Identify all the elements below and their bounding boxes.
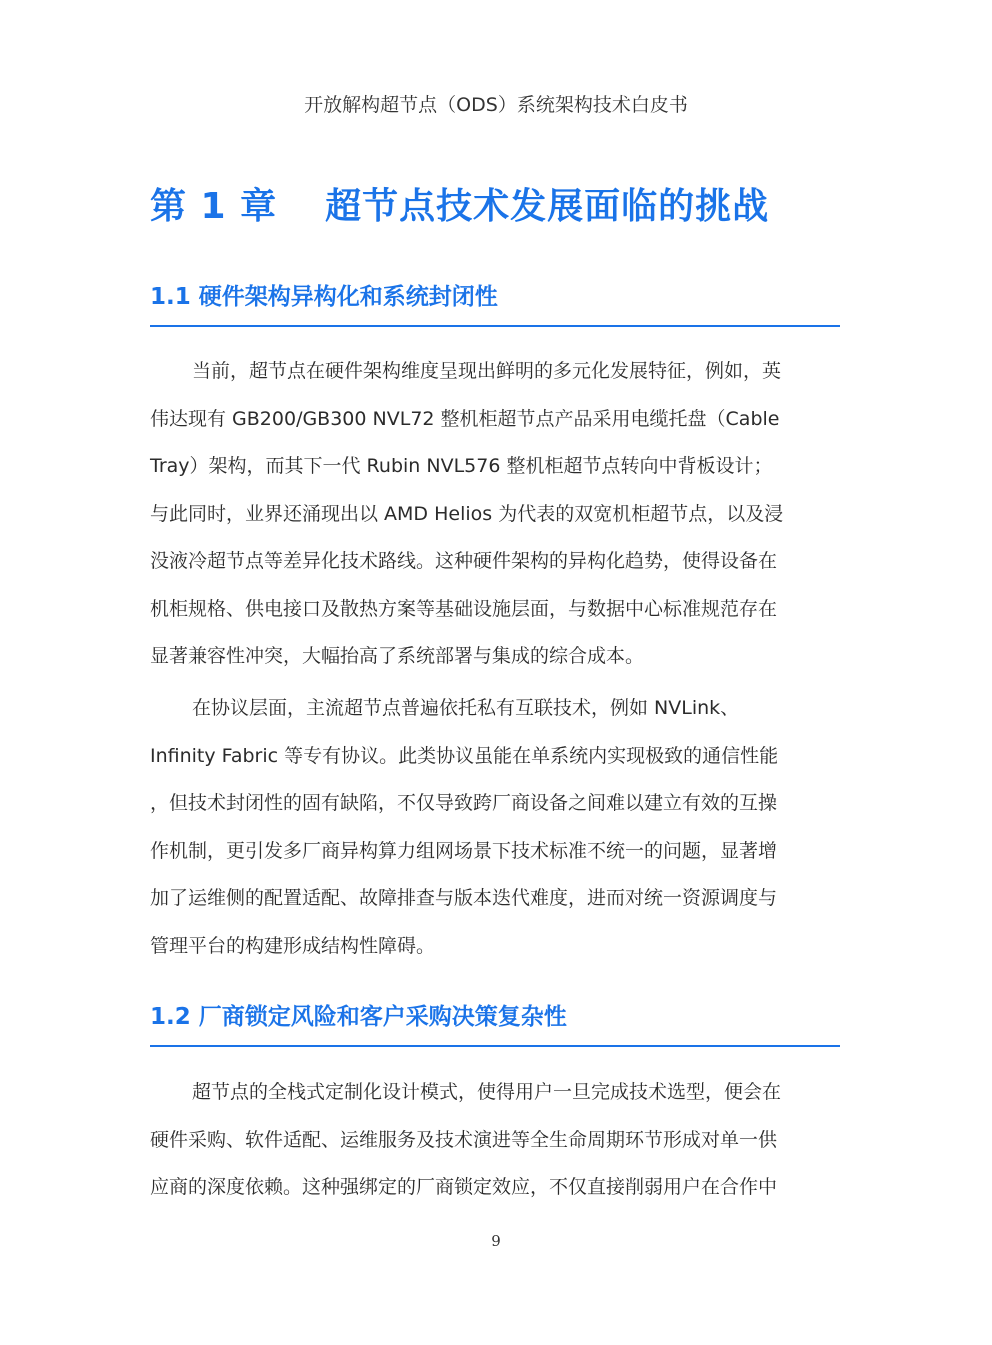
text-line: 加了运维侧的配置适配、故障排查与版本迭代难度，进而对统一资源调度与: [150, 887, 778, 909]
chapter-title: [150, 178, 910, 229]
chapter-title-text: 超节点技术发展面临的挑战: [325, 186, 770, 227]
page-number: 9: [491, 1232, 501, 1250]
section-heading-1-1: 1.1 硬件架构异构化和系统封闭性: [150, 278, 840, 327]
text-line: 管理平台的构建形成结构性障碍。: [150, 934, 436, 957]
text-line: 没液冷超节点等差异化技术路线。这种硬件架构的异构化趋势，使得设备在: [150, 550, 778, 572]
section-heading-1-2: 1.2 厂商锁定风险和客户采购决策复杂性: [150, 998, 840, 1047]
chapter-number: 第 1 章: [150, 186, 278, 227]
text-line: 伟达现有 GB200/GB300 NVL72 整机柜超节点产品采用电缆托盘（Cable: [150, 407, 780, 430]
paragraph: [150, 1069, 840, 1212]
running-header: 开放解构超节点（ODS）系统架构技术白皮书: [304, 94, 688, 116]
text-line: 作机制，更引发多厂商异构算力组网场景下技术标准不统一的问题，显著增: [150, 839, 778, 862]
text-line: Tray）架构，而其下一代 Rubin NVL576 整机柜超节点转向中背板设计；: [150, 455, 773, 477]
paragraph: [150, 348, 840, 681]
text-line: 超节点的全栈式定制化设计模式，使得用户一旦完成技术选型，便会在: [192, 1081, 782, 1103]
text-line: Infinity Fabric 等专有协议。此类协议虽能在单系统内实现极致的通信性能: [150, 744, 779, 767]
text-line: 当前，超节点在硬件架构维度呈现出鲜明的多元化发展特征，例如，英: [192, 360, 782, 382]
text-line: 在协议层面，主流超节点普遍依托私有互联技术，例如 NVLink、: [192, 697, 740, 719]
text-line: ，但技术封闭性的固有缺陷，不仅导致跨厂商设备之间难以建立有效的互操: [150, 792, 778, 814]
text-line: 硬件采购、软件适配、运维服务及技术演进等全生命周期环节形成对单一供: [150, 1128, 778, 1151]
paragraph: [150, 685, 840, 970]
text-line: 应商的深度依赖。这种强绑定的厂商锁定效应，不仅直接削弱用户在合作中: [150, 1176, 778, 1198]
text-line: 机柜规格、供电接口及散热方案等基础设施层面，与数据中心标准规范存在: [150, 597, 778, 620]
text-line: 显著兼容性冲突，大幅抬高了系统部署与集成的综合成本。: [150, 645, 645, 667]
text-line: 与此同时，业界还涌现出以 AMD Helios 为代表的双宽机柜超节点，以及浸: [150, 502, 784, 525]
